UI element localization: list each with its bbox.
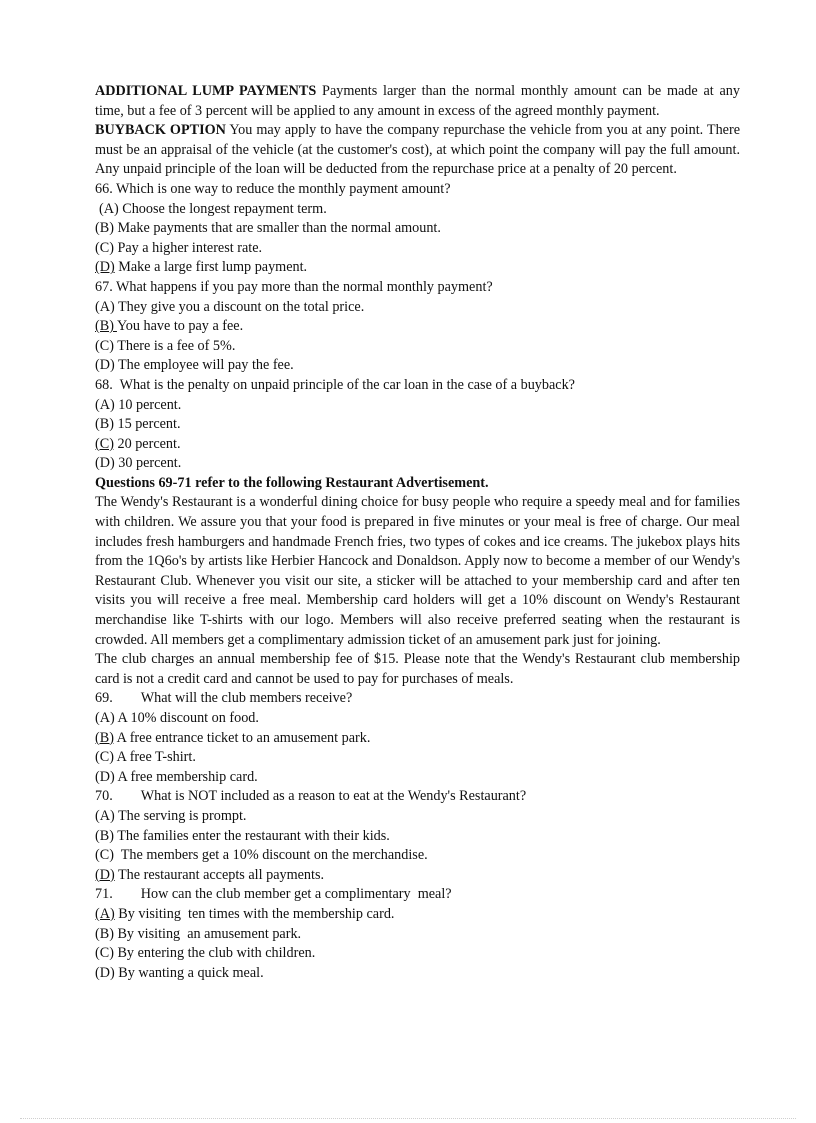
question-number: 66. [95, 180, 113, 197]
question-number: 67. [95, 278, 113, 295]
option-67-d [95, 356, 740, 376]
option-67-c [95, 337, 740, 357]
question-66 [95, 180, 740, 200]
document-page [95, 82, 740, 983]
option-text: By visiting an amusement park. [113, 925, 302, 942]
question-number: 71. [95, 886, 113, 903]
option-letter: (B) [95, 827, 114, 844]
option-letter-answer: (C) [95, 435, 114, 452]
option-letter: (C) [95, 847, 114, 864]
option-letter-answer: (D) [95, 259, 115, 276]
question-71 [95, 885, 740, 905]
page-bottom-divider [20, 1118, 796, 1119]
option-letter: (D) [95, 964, 115, 981]
question-69 [95, 689, 740, 709]
option-text: The employee will pay the fee. [114, 357, 294, 374]
lump-payments-paragraph [95, 82, 740, 121]
question-67 [95, 278, 740, 298]
option-letter: (A) [95, 710, 115, 726]
option-text: The serving is prompt. [114, 807, 247, 824]
option-letter: (D) [95, 768, 115, 785]
option-71-b [95, 925, 740, 945]
option-text: Pay a higher interest rate. [113, 239, 263, 256]
option-letter-answer: (B) [95, 729, 114, 746]
option-71-d [95, 964, 740, 984]
option-letter: (A) [95, 298, 115, 315]
lump-payments-heading: ADDITIONAL LUMP PAYMENTS [95, 83, 317, 99]
option-text: You have to pay a fee. [116, 318, 244, 335]
option-68-c [95, 435, 740, 455]
question-number: 68. [95, 376, 113, 393]
option-letter: (B) [95, 416, 114, 433]
option-68-a [95, 396, 740, 416]
option-text: By wanting a quick meal. [114, 964, 264, 981]
option-text: 30 percent. [114, 455, 182, 472]
option-69-c [95, 748, 740, 768]
option-letter: (B) [95, 925, 114, 942]
option-letter-answer: (B) [95, 318, 117, 335]
option-67-b [95, 317, 740, 337]
option-69-d [95, 768, 740, 788]
option-letter: (C) [95, 945, 114, 962]
buyback-heading: BUYBACK OPTION [95, 122, 226, 139]
option-letter: (A) [99, 200, 119, 217]
option-text: 10 percent. [114, 396, 182, 413]
option-text: A 10% discount on food. [114, 710, 259, 726]
option-letter: (C) [95, 749, 114, 766]
option-70-a [95, 807, 740, 827]
option-text: Make a large first lump payment. [114, 259, 308, 276]
option-text: The families enter the restaurant with their kids. [113, 827, 390, 844]
option-text: A free entrance ticket to an amusement park. [113, 729, 371, 746]
option-letter: (C) [95, 239, 114, 256]
option-text: Choose the longest repayment term. [118, 200, 327, 217]
option-71-a [95, 905, 740, 925]
option-70-c [95, 846, 740, 866]
option-69-b [95, 729, 740, 749]
option-letter: (A) [95, 807, 115, 824]
question-number: 69. [95, 690, 113, 707]
option-letter: (D) [95, 455, 115, 472]
option-70-d [95, 866, 740, 886]
option-68-b [95, 415, 740, 435]
option-letter: (D) [95, 357, 115, 374]
option-text: There is a fee of 5%. [113, 337, 236, 354]
question-68 [95, 376, 740, 396]
question-number: 70. [95, 788, 113, 805]
restaurant-advertisement: The Wendy's Restaurant is a wonderful dining choice for busy people who require a speedy meal and for families with children. We assure you that your food is prepared in five minutes or your meal is free of charge. Our meal includes fresh hamburgers and handmade French fries, two types of cokes and ice creams. The jukebox plays hits from the 1Q6o's by artists like Herbier Hancock and Donaldson. Apply now to become a member of our Wendy's Restaurant Club. Whenever you visit our site, a sticker will be attached to your membership card and after ten visits you will receive a free meal. Membership card holders will get a 10% discount on Wendy's Restaurant merchandise like T-shirts with our logo. Members will also receive preferred seating when the restaurant is crowded. All members get a complimentary admission ticket of an amusement park just for joining. [95, 494, 740, 648]
restaurant-advertisement-continued: The club charges an annual membership fee of $15. Please note that the Wendy's Restaurant club membership card is not a credit card and cannot be used to pay for purchases of meals. [95, 651, 740, 687]
option-text: The restaurant accepts all payments. [114, 866, 325, 883]
option-text: By visiting ten times with the membership card. [114, 905, 395, 922]
lump-payments-text: Payments larger than the normal monthly amount can be made at any time, but a fee of 3 percent will be applied to any amount in excess of the agreed monthly payment. [95, 83, 740, 119]
question-text: What is NOT included as a reason to eat at the Wendy's Restaurant? [140, 788, 527, 805]
option-text: A free T-shirt. [113, 749, 196, 766]
option-66-c [95, 239, 740, 259]
option-text: 15 percent. [113, 416, 181, 433]
buyback-text: You may apply to have the company repurchase the vehicle from you at any point. There must be an appraisal of the vehicle (at the customer's cost), at which point the company will pay the full amount. Any unpaid principle of the loan will be deducted from the repurchase price at a penalty of 20 percent. [95, 122, 740, 178]
option-text: 20 percent. [113, 435, 181, 452]
option-text: A free membership card. [114, 768, 258, 785]
option-66-a [95, 200, 740, 220]
option-67-a [95, 298, 740, 318]
passage-intro: Questions 69-71 refer to the following Restaurant Advertisement. [95, 474, 489, 491]
option-letter: (B) [95, 220, 114, 237]
question-text: What will the club members receive? [140, 690, 353, 707]
question-text: Which is one way to reduce the monthly payment amount? [112, 180, 451, 197]
option-letter: (A) [95, 396, 115, 413]
option-69-a [95, 709, 740, 729]
option-letter-answer: (A) [95, 905, 115, 922]
question-70 [95, 787, 740, 807]
question-text: What is the penalty on unpaid principle of the car loan in the case of a buyback? [112, 376, 575, 393]
option-66-b [95, 219, 740, 239]
question-text: How can the club member get a complimentary meal? [140, 886, 452, 903]
option-text: By entering the club with children. [113, 945, 316, 962]
option-66-d [95, 258, 740, 278]
question-text: What happens if you pay more than the normal monthly payment? [112, 278, 493, 295]
option-71-c [95, 944, 740, 964]
option-letter: (C) [95, 337, 114, 354]
option-letter-answer: (D) [95, 866, 115, 883]
option-70-b [95, 827, 740, 847]
option-text: The members get a 10% discount on the merchandise. [113, 847, 428, 864]
option-text: Make payments that are smaller than the normal amount. [113, 220, 441, 237]
option-text: They give you a discount on the total price. [114, 298, 365, 315]
buyback-paragraph [95, 121, 740, 180]
option-68-d [95, 454, 740, 474]
